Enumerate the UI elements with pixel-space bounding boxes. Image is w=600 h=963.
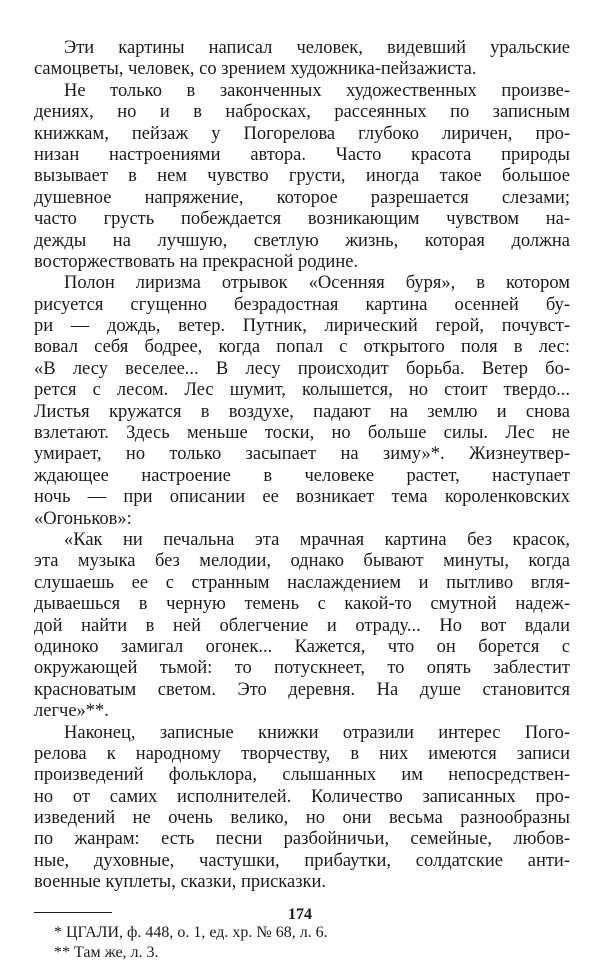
- text-line: Листья кружатся в воздухе, падают на землю и снова: [34, 401, 570, 422]
- text-line: вовал себя бодрее, когда попал с открытого поля в лес:: [34, 337, 570, 358]
- text-line: умирает, но только засыпает на зиму»*. Жизнеутвер-: [34, 444, 570, 465]
- text-line: но от самих исполнителей. Количество записанных про-: [34, 786, 570, 807]
- text-line: релова к народному творчеству, в них имеются записи: [34, 743, 570, 764]
- body-text: [34, 38, 570, 894]
- text-line: «Огоньков»:: [34, 508, 132, 529]
- paragraph-5: [34, 723, 570, 894]
- text-line: дениях, но и в набросках, рассеянных по записным: [34, 102, 570, 123]
- quote-paragraph: [34, 530, 570, 723]
- footnotes: [34, 923, 570, 963]
- text-line: часто грусть побеждается возникающим чувством на-: [34, 209, 570, 230]
- text-line: изведений не очень велико, но они весьма разнообразны: [34, 808, 570, 829]
- text-line: слушаешь ее с странным наслаждением и пытливо вгля-: [34, 572, 570, 593]
- text-line: красноватым светом. Это деревня. На душе становится: [34, 679, 570, 700]
- text-line: «Как ни печальна эта мрачная картина без красок,: [64, 529, 570, 550]
- text-line: низан настроениями автора. Часто красота природы: [34, 144, 570, 165]
- paragraph-3: [34, 273, 570, 530]
- text-line: произведений фольклора, слышанных им непосредствен-: [34, 765, 570, 786]
- text-line: ри — дождь, ветер. Путник, лирический герой, почувст-: [34, 316, 570, 337]
- text-line: рисуется сгущенно безрадостная картина осенней бу-: [34, 294, 570, 315]
- text-line: вызывает в нем чувство грусти, иногда такое большое: [34, 166, 570, 187]
- text-line: дой найти в ней облегчение и отраду... Но вот вдали: [34, 615, 570, 636]
- footnote-2: ** Там же, л. 3.: [54, 943, 159, 961]
- footnote-1: * ЦГАЛИ, ф. 448, о. 1, ед. хр. № 68, л. 6.: [54, 923, 328, 941]
- text-line: Полон лиризма отрывок «Осенняя буря», в котором: [64, 273, 570, 294]
- paragraph-1: [34, 38, 570, 81]
- text-line: по жанрам: есть песни разбойничьи, семейные, любов-: [34, 829, 570, 850]
- text-line: военные куплеты, сказки, присказки.: [34, 872, 327, 893]
- text-line: душевное напряжение, которое разрешается слезами;: [34, 187, 570, 208]
- text-line: «В лесу веселее... В лесу происходит борьба. Ветер бо-: [34, 358, 570, 379]
- text-line: рется с лесом. Лес шумит, колышется, но стоит твердо...: [34, 380, 570, 401]
- text-line: дываешься в черную темень с какой-то смутной надеж-: [34, 594, 570, 615]
- text-line: Наконец, записные книжки отразили интерес Пого-: [64, 722, 570, 743]
- text-line: ные, духовные, частушки, прибаутки, солдатские анти-: [34, 850, 570, 871]
- paragraph-2: [34, 81, 570, 274]
- text-line: окружающей тьмой: то потускнеет, то опять заблестит: [34, 658, 570, 679]
- text-line: эта музыка без мелодии, однако бывают минуты, когда: [34, 551, 570, 572]
- text-line: самоцветы, человек, со зрением художника-пейзажиста.: [34, 59, 477, 80]
- text-line: легче»**.: [34, 701, 109, 722]
- text-line: ждающее настроение в человеке растет, наступает: [34, 465, 570, 486]
- text-line: взлетают. Здесь меньше тоски, но больше силы. Лес не: [34, 423, 570, 444]
- text-line: книжкам, пейзаж у Погорелова глубоко лиричен, про-: [34, 123, 570, 144]
- text-line: ночь — при описании ее возникает тема короленковских: [34, 487, 570, 508]
- text-line: Не только в законченных художественных произве-: [64, 80, 570, 101]
- text-line: восторжествовать на прекрасной родине.: [34, 251, 359, 272]
- text-line: дежды на лучшую, светлую жизнь, которая должна: [34, 230, 570, 251]
- page-number: 174: [288, 906, 312, 923]
- text-line: Эти картины написал человек, видевший уральские: [64, 38, 570, 58]
- text-line: одиноко замигал огонек... Кажется, что он борется с: [34, 636, 570, 657]
